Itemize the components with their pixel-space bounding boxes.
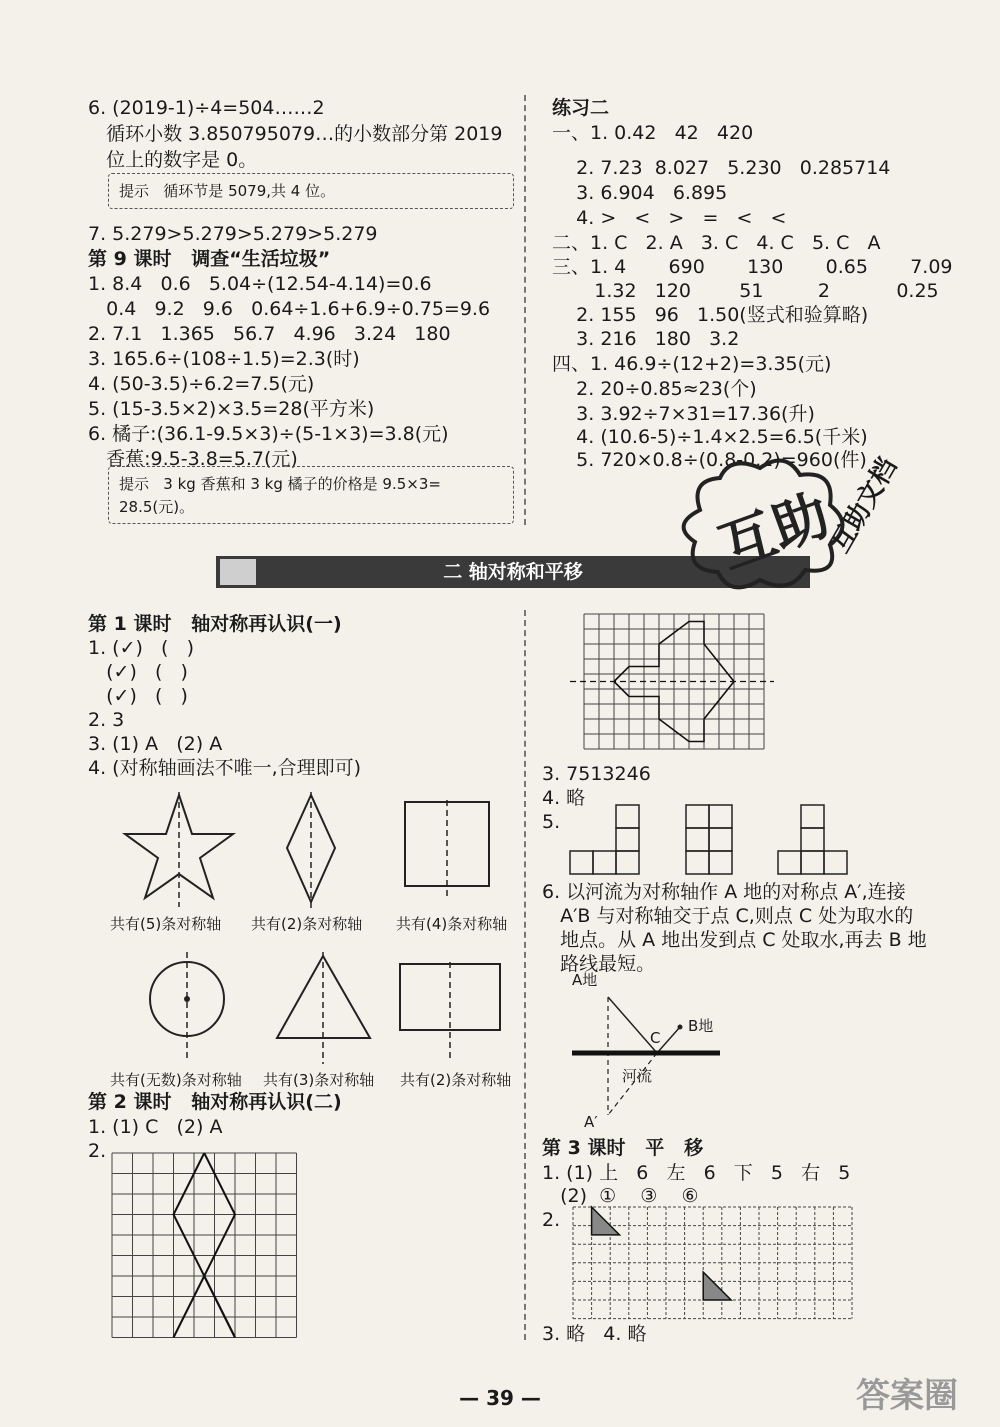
tip-text-2b: 28.5(元)。 [119,498,195,516]
l9-answer-4: 4. (50-3.5)÷6.2=7.5(元) [88,373,315,395]
p2-c1: 三、1. 4 690 130 0.65 7.09 [552,256,953,278]
tip-text-1: 提示 循环节是 5079,共 4 位。 [119,182,336,200]
rectangle-figure [398,962,508,1062]
answer-6-line2: 循环小数 3.850795079…的小数部分第 2019 [88,123,503,145]
circle-figure [148,960,228,1060]
r-q3: 3. 7513246 [542,763,651,785]
label-c: C [650,1029,661,1047]
l1-q4: 4. (对称轴画法不唯一,合理即可) [88,757,362,779]
lesson-2-heading: 第 2 课时 轴对称再认识(二) [88,1091,342,1113]
l1-q1a: 1. (✓) ( ) [88,637,194,659]
l3-q2: 2. [542,1209,561,1231]
lesson-1-heading: 第 1 课时 轴对称再认识(一) [88,613,342,635]
label-b: B地 [688,1017,714,1035]
caption-rectangle: 共有(2)条对称轴 [400,1071,512,1089]
p2-a3: 3. 6.904 6.895 [552,182,728,204]
p2-a4: 4. > < > = < < [552,207,787,229]
l1-q1c: (✓) ( ) [88,685,188,707]
p2-c3: 3. 216 180 3.2 [552,328,740,350]
l2-q2: 2. [88,1140,107,1162]
l1-q3: 3. (1) A (2) A [88,733,223,755]
lesson-3-heading: 第 3 课时 平 移 [542,1137,704,1159]
watermark-text: 互助文档 [825,452,904,558]
r-q6a: 6. 以河流为对称轴作 A 地的对称点 A′,连接 [542,881,906,903]
l9-answer-2: 2. 7.1 1.365 56.7 4.96 3.24 180 [88,323,451,345]
caption-square: 共有(4)条对称轴 [396,915,508,933]
rhombus-figure [285,792,345,912]
p2-a1: 一、1. 0.42 42 420 [552,122,754,144]
column-divider-bottom [524,610,526,1340]
page-number: — 39 — [459,1386,541,1410]
r-q6c: 地点。从 A 地出发到点 C 处取水,再去 B 地 [542,929,927,951]
l3-q34: 3. 略 4. 略 [542,1323,647,1345]
translation-grid-figure [571,1205,851,1321]
l9-answer-3: 3. 165.6÷(108÷1.5)=2.3(时) [88,348,360,370]
chapter-title: 二 轴对称和平移 [443,561,583,583]
p2-d1: 四、1. 46.9÷(12+2)=3.35(元) [552,353,832,375]
l1-q2: 2. 3 [88,709,125,731]
caption-circle: 共有(无数)条对称轴 [110,1071,242,1089]
label-a-prime: A′ [584,1113,598,1131]
tip-box-2 [108,466,514,524]
r-q6b: A′B 与对称轴交于点 C,则点 C 处为取水的 [542,905,914,927]
grid-rhombus-figure [110,1151,296,1337]
l3-q1a: 1. (1) 上 6 左 6 下 5 右 5 [542,1162,851,1184]
r-q6d: 路线最短。 [542,953,656,975]
svg-text:互助: 互助 [710,482,839,582]
column-divider-top [524,95,526,525]
l9-answer-6a: 6. 橘子:(36.1-9.5×3)÷(5-1×3)=3.8(元) [88,423,449,445]
grid-symmetry-figure [580,610,770,760]
tip-text-2a: 提示 3 kg 香蕉和 3 kg 橘子的价格是 9.5×3= [119,475,441,493]
label-river: 河流 [622,1067,653,1085]
p2-d4: 4. (10.6-5)÷1.4×2.5=6.5(千米) [552,426,868,448]
tip-box-1 [108,173,514,209]
label-a: A地 [572,971,598,989]
l9-answer-5: 5. (15-3.5×2)×3.5=28(平方米) [88,398,375,420]
p2-d5: 5. 720×0.8÷(0.8-0.2)=960(件) [552,449,867,471]
p2-b1: 二、1. C 2. A 3. C 4. C 5. C A [552,232,881,254]
r-q5: 5. [542,811,561,833]
p2-d2: 2. 20÷0.85≈23(个) [552,378,757,400]
corner-watermark: 答案圈 [856,1376,958,1416]
caption-star: 共有(5)条对称轴 [110,915,222,933]
p2-a2: 2. 7.23 8.027 5.230 0.285714 [552,157,891,179]
l9-answer-6b: 香蕉:9.5-3.8=5.7(元) [88,448,298,470]
star-figure [125,792,245,907]
caption-rhombus: 共有(2)条对称轴 [251,915,363,933]
l1-q1b: (✓) ( ) [88,661,188,683]
r-q4: 4. 略 [542,787,586,809]
l3-q1b: (2) ① ③ ⑥ [542,1185,699,1207]
square-figure [403,800,493,900]
block-views-figure [568,803,858,875]
answer-7: 7. 5.279>5.279>5.279>5.279 [88,223,378,245]
p2-d3: 3. 3.92÷7×31=17.36(升) [552,403,815,425]
l9-answer-1b: 0.4 9.2 9.6 0.64÷1.6+6.9÷0.75=9.6 [88,298,491,320]
triangle-figure [275,952,375,1067]
p2-c2: 2. 155 96 1.50(竖式和验算略) [552,304,869,326]
caption-triangle: 共有(3)条对称轴 [263,1071,375,1089]
practice-2-heading: 练习二 [552,97,610,119]
l9-answer-1a: 1. 8.4 0.6 5.04÷(12.54-4.14)=0.6 [88,273,432,295]
lesson-9-heading: 第 9 课时 调查“生活垃圾” [88,248,331,270]
answer-6-line3: 位上的数字是 0。 [88,149,258,171]
l2-q1: 1. (1) C (2) A [88,1116,223,1138]
p2-c1b: 1.32 120 51 2 0.25 [552,280,939,302]
answer-6-line1: 6. (2019-1)÷4=504……2 [88,97,325,119]
